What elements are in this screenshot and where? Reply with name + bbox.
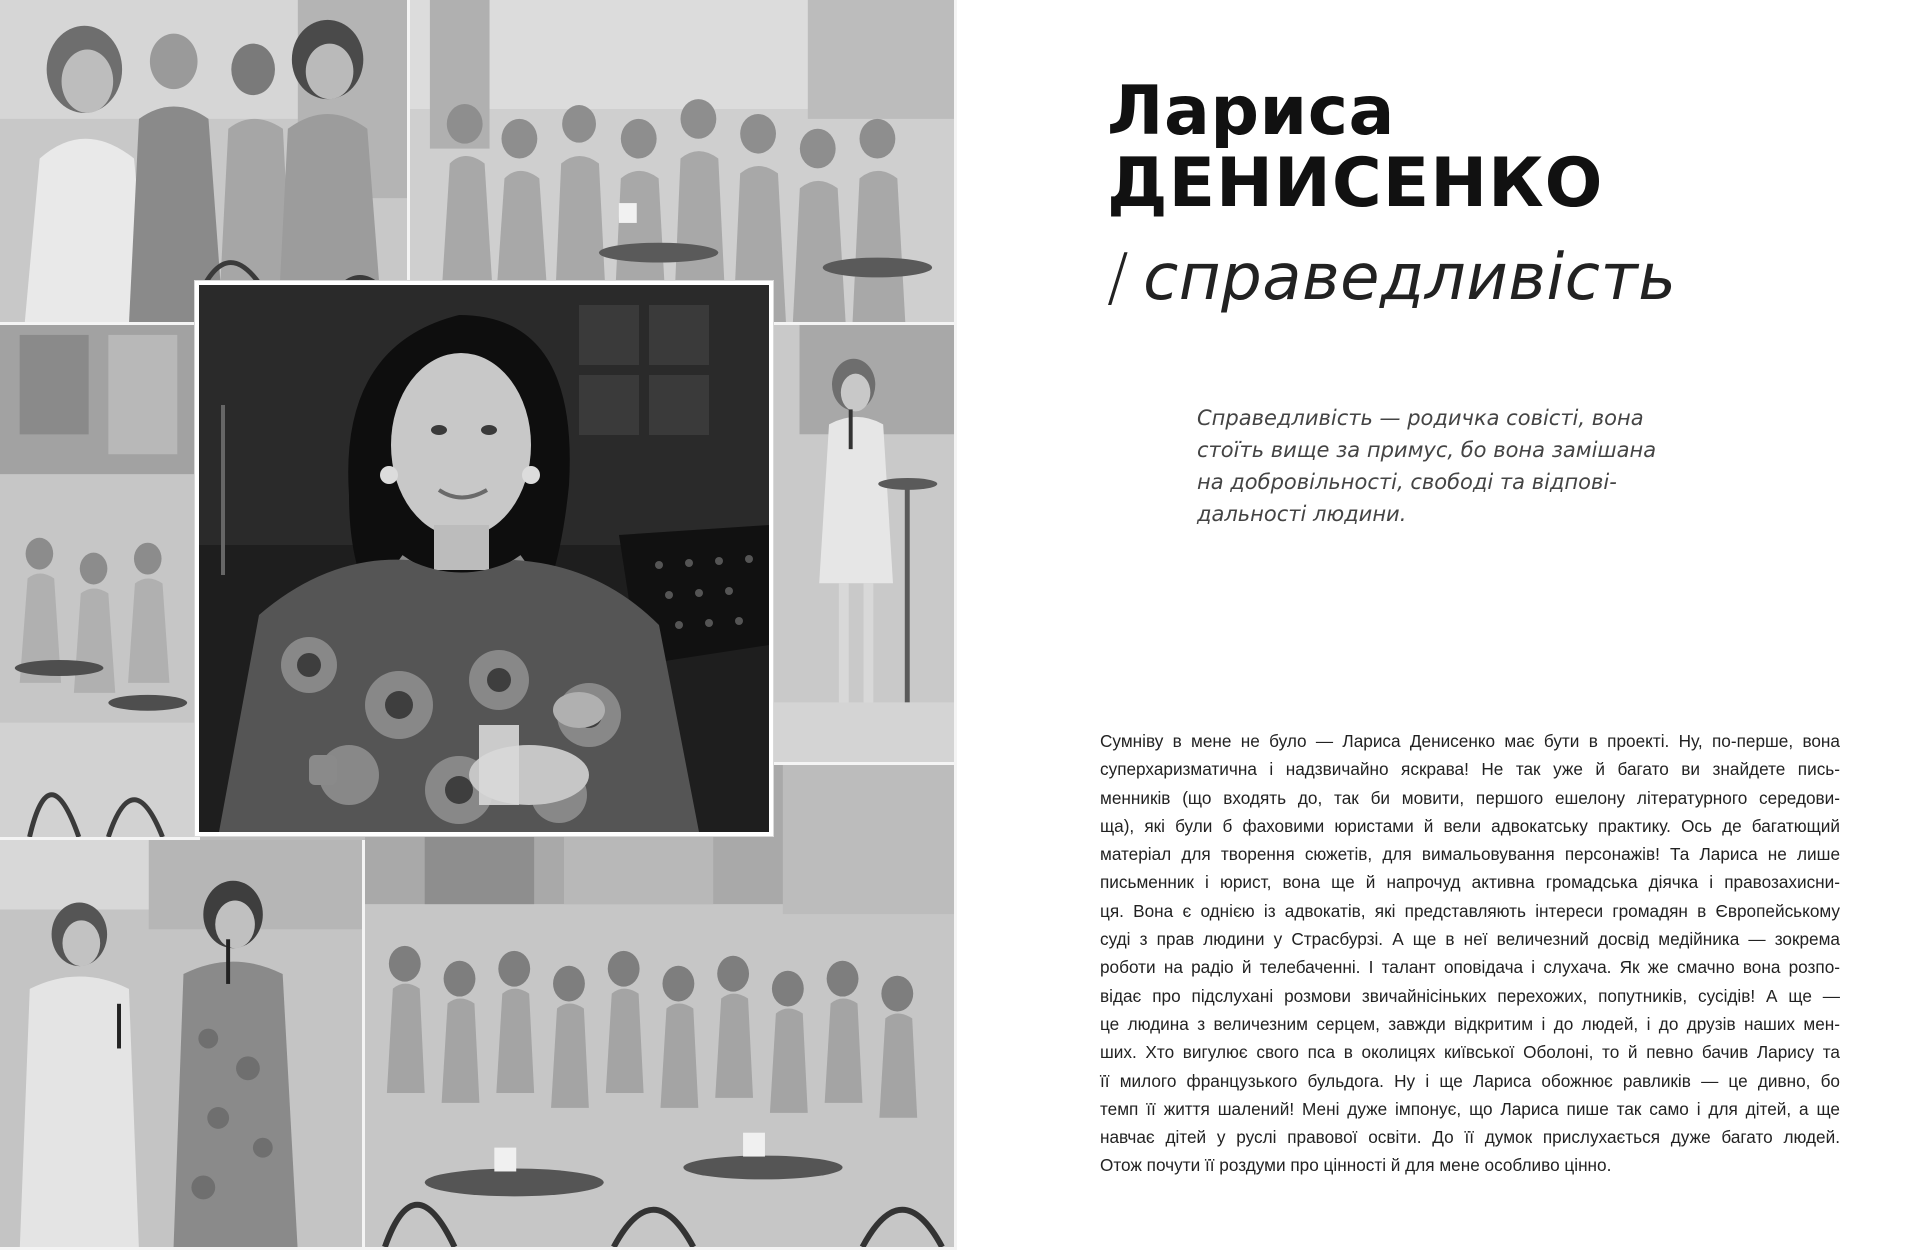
photo-cafe-crowd-bottom-image <box>365 765 954 1247</box>
quote-line: дальності людини. <box>1197 502 1407 526</box>
essay-line: навчає дітей у руслі правової освіти. До її думок прислухається дуже багато людей. <box>1100 1127 1840 1148</box>
photo-street-cafe-left <box>0 325 200 840</box>
photo-collage <box>0 0 957 1250</box>
author-portrait-image <box>199 285 769 832</box>
essay-line: ща), які були б фаховими юристами й вели адвокатську практику. Ось де багатющий <box>1100 815 1840 836</box>
quote-line: на добровільності, свободі та відпові- <box>1197 470 1617 494</box>
photo-audience-top-left <box>0 0 410 325</box>
essay-line: матеріал для творення сюжетів, для вимальовування персонажів! Та Лариса не лише <box>1100 844 1840 865</box>
theme-word: справедливість <box>1143 241 1677 315</box>
essay-body <box>1100 727 1840 1180</box>
epigraph-quote <box>1197 402 1737 530</box>
essay-line: суперхаризматична і надзвичайно яскрава! Не так уже й багато ви знайдете пись- <box>1100 759 1840 780</box>
photo-two-speakers <box>0 840 365 1250</box>
photo-cafe-crowd-bottom <box>365 765 957 1250</box>
essay-line: Сумніву в мене не було — Лариса Денисенко має бути в проекті. Ну, по-перше, вона <box>1100 731 1840 751</box>
essay-line: письменник і юрист, вона ще й напрочуд активна громадська діячка і правозахисни- <box>1100 872 1840 893</box>
quote-line: стоїть вище за примус, бо вона замішана <box>1197 438 1657 462</box>
essay-line: роботи на радіо й телебаченні. І талант оповідача і слухача. Як же смачно вона розпо- <box>1100 957 1840 978</box>
photo-woman-microphone-right-image <box>770 325 954 762</box>
author-first-name: Лариса <box>1107 72 1395 151</box>
essay-line: її милого французького бульдога. Ну і ще Лариса обожнює равликів — це дивно, бо <box>1100 1070 1840 1091</box>
theme-heading <box>1107 241 1677 315</box>
photo-woman-microphone-right <box>770 325 957 765</box>
essay-line: Отож почути її роздуми про цінності й для мене особливо цінно. <box>1100 1155 1612 1176</box>
photo-audience-top-right <box>410 0 957 325</box>
photo-audience-top-right-image <box>410 0 954 322</box>
essay-line: відає про підслухані розмови звичайнісіньких перехожих, попутників, сусідів! А ще — <box>1100 985 1840 1006</box>
text-page <box>957 0 1920 1250</box>
author-last-name: ДЕНИСЕНКО <box>1107 144 1604 223</box>
photo-street-cafe-left-image <box>0 325 197 837</box>
photo-audience-top-left-image <box>0 0 407 322</box>
photo-two-speakers-image <box>0 840 362 1247</box>
essay-line: темп її життя шалений! Мені дуже імпонує, що Лариса пише так само і для дітей, а ще <box>1100 1098 1840 1119</box>
essay-line: ших. Хто вигулює свого пса в околицях київської Оболоні, то й певно бачив Ларису та <box>1100 1042 1840 1063</box>
author-portrait-frame <box>195 281 773 836</box>
essay-line: ця. Вона є однією із адвокатів, які представляють інтереси громадян в Європейському <box>1100 900 1840 921</box>
essay-line: менників (що входять до, так би мовити, першого ешелону літературного середови- <box>1100 787 1840 808</box>
theme-slash: / <box>1107 241 1130 315</box>
essay-line: це людина з величезним серцем, завжди відкритим і до людей, і до друзів наших мен- <box>1100 1013 1840 1034</box>
quote-line: Справедливість — родичка совісті, вона <box>1197 406 1644 430</box>
essay-line: суді з прав людини у Страсбурзі. А ще в неї величезний досвід медійника — зокрема <box>1100 929 1840 950</box>
